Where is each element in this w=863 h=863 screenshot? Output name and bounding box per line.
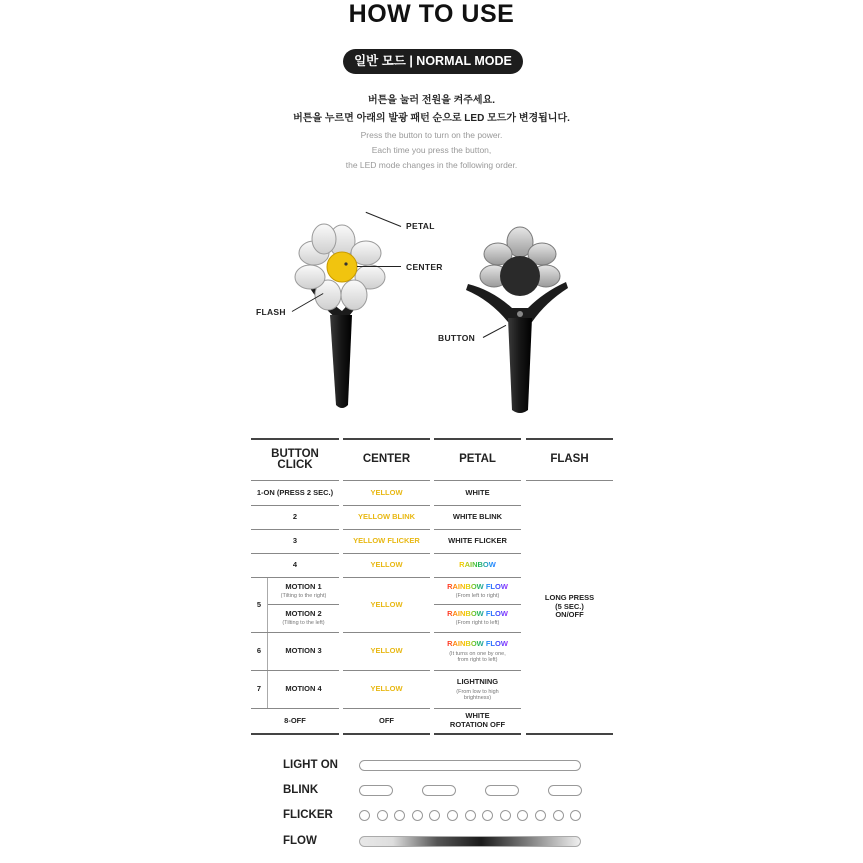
legend-blink-segment [359,785,393,796]
lightstick-front-illustration [280,215,390,415]
row3-center: YELLOW FLICKER [353,536,420,546]
header-flash: FLASH [550,453,589,466]
motion3-petal-sub: (It turns on one by one, from right to left) [449,650,506,663]
row2-petal: WHITE BLINK [452,512,503,522]
header-center: CENTER [362,453,411,466]
legend-flow-bar [359,836,581,847]
flash-value: LONG PRESS (5 SEC.) ON/OFF [544,593,595,620]
center-label: CENTER [406,262,443,272]
row4-center: YELLOW [370,560,403,570]
legend-flicker-dot [377,810,388,821]
legend-flicker-dot [394,810,405,821]
legend-light-on-bar [359,760,581,771]
table-bottom-border [526,733,613,735]
legend-blink-segment [548,785,582,796]
row1-petal: WHITE [465,487,490,497]
row8-click: 8-OFF [284,715,306,725]
petal-label: PETAL [406,221,435,231]
legend-flicker-dot [359,810,370,821]
legend-flicker-dot [465,810,476,821]
legend-flicker-label: FLICKER [283,809,333,821]
row1-center: YELLOW [370,487,403,497]
motion1-sub: (Tilting to the right) [280,593,327,600]
motion1-petal: RAINBOW FLOW [447,581,508,591]
row5-petal1 [434,578,521,604]
mode-badge: 일반 모드 | NORMAL MODE [343,49,523,74]
lightstick-back-illustration [462,222,572,417]
row4-petal: RAINBOW [434,554,521,577]
header-button-click: BUTTON CLICK [271,447,319,471]
motion1-petal-sub: (From left to right) [455,593,500,600]
legend-flicker-dot [553,810,564,821]
legend-flow-label: FLOW [283,835,317,847]
header-petal: PETAL [459,453,496,466]
instruction-kr-2: 버튼을 누르면 아래의 발광 패턴 순으로 LED 모드가 변경됩니다. [293,113,570,124]
legend-flicker-dot [500,810,511,821]
motion3-petal: RAINBOW FLOW [447,639,508,649]
legend-flicker-dot [429,810,440,821]
legend-flicker-dot [412,810,423,821]
row5-petal2 [434,605,521,631]
row8-petal: WHITE ROTATION OFF [449,711,506,729]
row6-number: 6 [256,646,262,656]
legend-blink-label: BLINK [283,784,319,796]
table-bottom-border [251,733,339,735]
row7-motion: MOTION 4 [285,684,322,694]
motion2-petal: RAINBOW FLOW [447,608,508,618]
table-top-border [251,438,339,440]
row4-click: 4 [292,560,298,570]
instruction-en-3: the LED mode changes in the following order. [345,160,518,170]
instruction-en-2: Each time you press the button, [371,145,492,155]
row5-center: YELLOW [370,599,403,609]
row3-click: 3 [292,536,298,546]
table-bottom-border [434,733,521,735]
row6-petal [434,633,521,670]
motion2-petal-sub: (From right to left) [455,620,500,627]
row8-center: OFF [379,715,394,725]
table-top-border [434,438,521,440]
row5-motion2 [268,605,339,631]
instruction-kr-1: 버튼을 눌러 전원을 켜주세요. [367,95,496,106]
row3-petal: WHITE FLICKER [448,536,507,546]
row7-petal [434,671,521,708]
legend-flicker-dot [517,810,528,821]
motion4-petal: LIGHTNING [456,677,499,687]
motion1-label: MOTION 1 [285,581,322,591]
page-title: HOW TO USE [348,0,515,28]
motion4-petal-sub: (From low to high brightness) [456,688,499,701]
center-callout-line [357,266,401,267]
row5-number: 5 [256,599,262,609]
legend-blink-segment [422,785,456,796]
legend-flicker-dot [447,810,458,821]
row2-center: YELLOW BLINK [357,512,416,522]
table-top-border [526,438,613,440]
row2-click: 2 [292,512,298,522]
legend-flicker-dot [535,810,546,821]
row5-motion1 [268,578,339,604]
legend-flicker-dot [570,810,581,821]
legend-flicker-dot [482,810,493,821]
row6-motion: MOTION 3 [285,646,322,656]
motion2-sub: (Tilting to the left) [282,620,325,627]
flash-label: FLASH [256,307,286,317]
button-label: BUTTON [438,333,476,343]
instruction-en-1: Press the button to turn on the power. [360,130,503,140]
row7-center: YELLOW [370,684,403,694]
motion2-label: MOTION 2 [285,608,322,618]
legend-blink-segment [485,785,519,796]
row6-center: YELLOW [370,646,403,656]
row1-click: 1-ON (PRESS 2 SEC.) [256,487,334,497]
table-top-border [343,438,430,440]
legend-light-on-label: LIGHT ON [283,759,338,771]
row7-number: 7 [256,684,262,694]
table-bottom-border [343,733,430,735]
